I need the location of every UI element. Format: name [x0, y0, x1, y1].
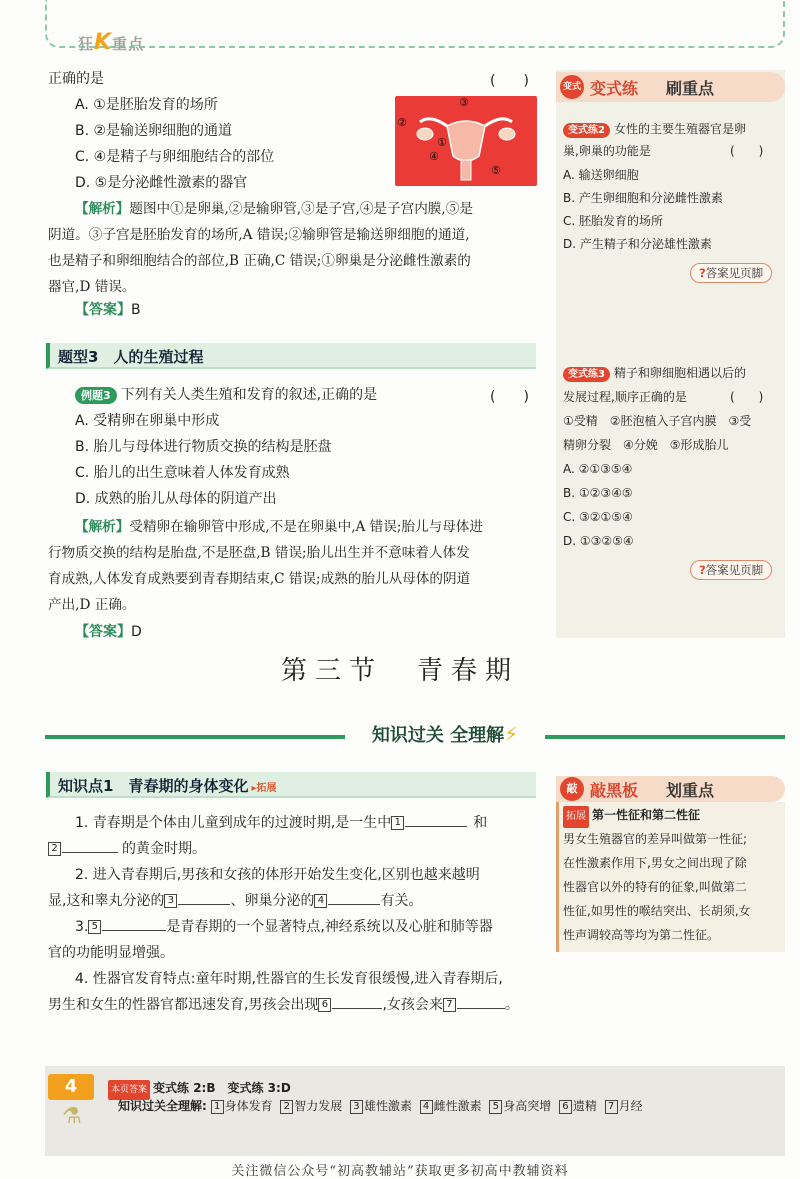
option-d: D. 成熟的胎儿从母体的阴道产出 [75, 491, 277, 507]
answer-paren: ( ) [490, 73, 529, 89]
option-c: C. ③②①⑤④ [563, 510, 633, 524]
analysis-line: 阴道。③子宫是胚胎发育的场所,A 错误;②输卵管是输送卵细胞的通道, [48, 227, 470, 243]
analysis-line: 产出,D 正确。 [48, 597, 136, 613]
analysis-line: 也是精子和卵细胞结合的部位,B 正确,C 错误;①卵巢是分泌雌性激素的 [48, 253, 471, 269]
variant-header: 变式 变式练 刷重点 [556, 72, 785, 102]
board-text: 性器官以外的特有的征象,叫做第二 [563, 880, 747, 894]
kp-para-3: 3. 5 是青春期的一个显著特点,神经系统以及心脏和肺等器 [75, 919, 493, 935]
label-1: ① [437, 136, 447, 149]
option-d: D. ①③②⑤④ [563, 534, 634, 548]
option-a: A. ②①③⑤④ [563, 462, 633, 476]
board-text: 在性激素作用下,男女之间出现了除 [563, 856, 747, 870]
female-reproductive-diagram [395, 96, 537, 186]
label-3: ③ [459, 96, 469, 109]
footer-answers-line1: 本页答案 变式练 2:B 变式练 3:D [108, 1078, 291, 1100]
option-b: B. ①②③④⑤ [563, 486, 633, 500]
knowledge-banner: 知识过关 全理解⚡ [45, 728, 785, 744]
option-c: C. 胚胎发育的场所 [563, 214, 664, 228]
option-a: A. 受精卵在卵巢中形成 [75, 413, 220, 429]
analysis-line: 器官,D 错误。 [48, 279, 136, 295]
option-a: A. ①是胚胎发育的场所 [75, 97, 218, 113]
analysis-line: 行物质交换的结构是胎盘,不是胚盘,B 错误;胎儿出生并不意味着人体发 [48, 545, 470, 561]
answer-paren: ( ) [730, 144, 764, 158]
watermark-text: 关注微信公众号“初高教辅站”获取更多初高中教辅资料 [231, 1164, 569, 1179]
board-text: 性征,如男性的喉结突出、长胡须,女 [563, 904, 751, 918]
answer-line: 【答案】D [75, 624, 142, 640]
microscope-icon: ⚗ [62, 1104, 82, 1129]
board-header: 敲 敲黑板 划重点 [556, 776, 785, 802]
option-c: C. ④是精子与卵细胞结合的部位 [75, 149, 275, 165]
kp-para-4: 男生和女生的性器官都迅速发育,男孩会出现 6 ,女孩会来 7 。 [48, 997, 519, 1013]
variant3-items: ①受精 ②胚泡植入子宫内膜 ③受 [563, 414, 752, 428]
question-stem: 正确的是 [48, 71, 104, 87]
label-5: ⑤ [491, 164, 501, 177]
variant3-stem: 变式练3 精子和卵细胞相遇以后的 [563, 362, 746, 384]
see-answer-button[interactable]: ?答案见页脚 [690, 263, 772, 283]
board-icon: 敲 [560, 777, 584, 801]
option-b: B. 胎儿与母体进行物质交换的结构是胚盘 [75, 439, 332, 455]
chapter-title: 第三节 青春期 [280, 656, 519, 686]
variant-icon: 变式 [560, 75, 584, 99]
variant3-items: 精卵分裂 ④分娩 ⑤形成胎儿 [563, 438, 729, 452]
kp-para-1: 2 的黄金时期。 [48, 836, 206, 862]
kp-para-3: 官的功能明显增强。 [48, 945, 174, 961]
variant2-stem: 变式练2 女性的主要生殖器官是卵 [563, 118, 792, 140]
see-answer-button[interactable]: ?答案见页脚 [690, 560, 772, 580]
analysis-line: 【解析】题图中①是卵巢,②是输卵管,③是子宫,④是子宫内膜,⑤是 [75, 201, 473, 217]
brand-logo: 狂K重点 [78, 30, 145, 55]
answer-paren: ( ) [730, 390, 764, 404]
analysis-line: 【解析】受精卵在输卵管中形成,不是在卵巢中,A 错误;胎儿与母体进 [75, 519, 483, 535]
option-a: A. 输送卵细胞 [563, 168, 639, 182]
section-header: 题型3 人的生殖过程 [46, 343, 536, 369]
board-heading: 拓展 第一性征和第二性征 [563, 804, 700, 828]
top-frame [45, 0, 785, 48]
label-4: ④ [429, 150, 439, 163]
kp-para-4: 4. 性器官发育特点:童年时期,性器官的生长发育很缓慢,进入青春期后, [75, 971, 503, 987]
variant3-stem: 发展过程,顺序正确的是 [563, 390, 687, 404]
option-b: B. ②是输送卵细胞的通道 [75, 123, 233, 139]
answer-line: 【答案】B [75, 302, 141, 318]
kp-para-1: 1. 青春期是个体由儿童到成年的过渡时期,是一生中 1 和 [75, 815, 488, 831]
option-b: B. 产生卵细胞和分泌雌性激素 [563, 191, 723, 205]
board-text: 性声调较高等均为第二性征。 [563, 928, 720, 942]
knowledge-point-header: 知识点1 青春期的身体变化 ▸拓展 [46, 772, 536, 798]
example-stem: 例题3 下列有关人类生殖和发育的叙述,正确的是 [75, 382, 377, 408]
option-d: D. ⑤是分泌雌性激素的器官 [75, 175, 248, 191]
example-badge: 例题3 [75, 387, 117, 404]
bolt-icon: ⚡ [504, 722, 519, 746]
kp-para-2: 显,这和睾丸分泌的 3 、卵巢分泌的 4 有关。 [48, 893, 423, 909]
footer-answers-line2: 知识过关全理解: 1 身体发育 2 智力发展 3 雄性激素 4 雌性激素 5 身高突增 6 遗精 7 月经 [118, 1099, 643, 1113]
uterus-illustration [395, 96, 537, 186]
page-number: 4 [48, 1074, 94, 1100]
answer-paren: ( ) [490, 389, 529, 405]
option-c: C. 胎儿的出生意味着人体发育成熟 [75, 465, 290, 481]
option-d: D. 产生精子和分泌雄性激素 [563, 237, 712, 251]
label-2: ② [397, 116, 407, 129]
analysis-line: 育成熟,人体发育成熟要到青春期结束,C 错误;成熟的胎儿从母体的阴道 [48, 571, 471, 587]
variant2-stem: 巢,卵巢的功能是 [563, 144, 651, 158]
kp-para-2: 2. 进入青春期后,男孩和女孩的体形开始发生变化,区别也越来越明 [75, 867, 480, 883]
board-text: 男女生殖器官的差异叫做第一性征; [563, 832, 748, 846]
